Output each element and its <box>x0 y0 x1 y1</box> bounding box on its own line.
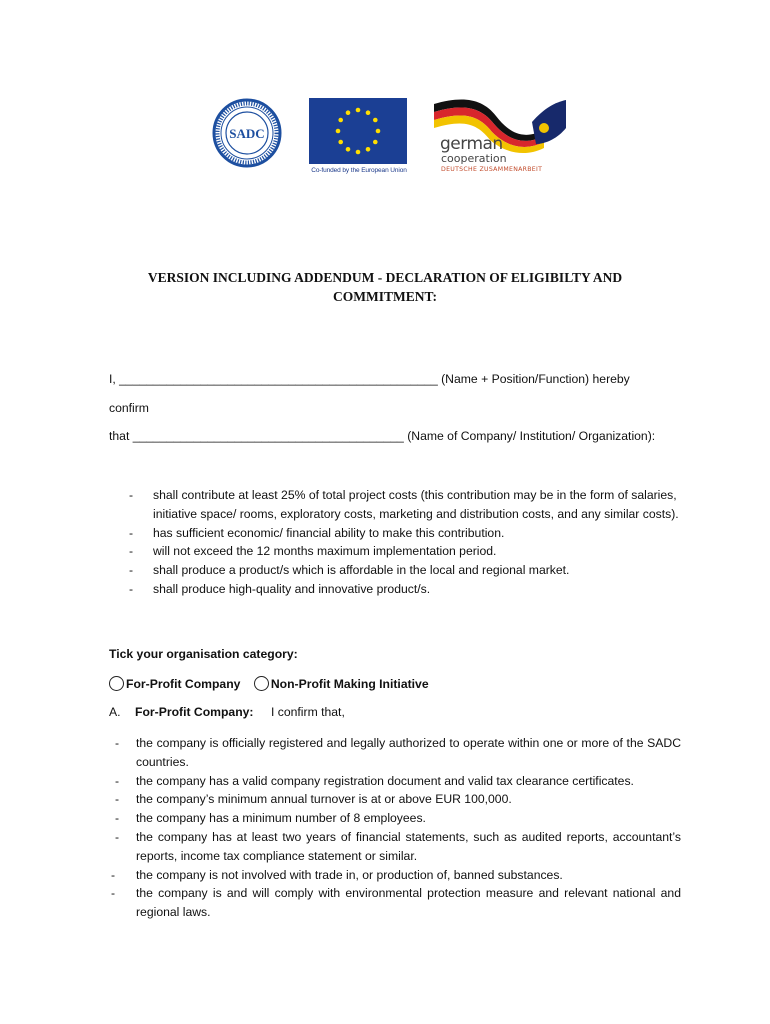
commitments-list <box>126 486 686 599</box>
list-item: - the company is and will comply with environmental protection measure and relevant national and regional laws. <box>111 886 681 920</box>
list-item: - shall contribute at least 25% of total project costs (this contribution may be in the form of salaries, initiative space/ rooms, exploratory costs, marketing and distribution costs, and any similar costs). <box>129 488 679 521</box>
list-item: - the company is officially registered and legally authorized to operate within one or more of the SADC countries. <box>115 736 681 769</box>
confirm-line: confirm <box>109 401 149 415</box>
list-item: - has sufficient economic/ financial ability to make this contribution. <box>129 525 505 540</box>
name-line: I, _______________________________________________ (Name + Position/Function) hereby <box>109 372 630 386</box>
list-item: - the company has at least two years of financial statements, such as audited reports, accountant’s reports, income tax compliance statement or similar. <box>115 829 681 863</box>
for-profit-label: For-Profit Company <box>126 677 241 691</box>
category-heading: Tick your organisation category: <box>109 647 298 661</box>
list-item: - the company has a minimum number of 8 employees. <box>115 811 426 826</box>
non-profit-radio[interactable] <box>254 676 269 691</box>
section-text: I confirm that, <box>271 705 345 719</box>
company-line: that ________________________________________ (Name of Company/ Institution/ Organization): <box>109 429 656 443</box>
sadc-logo <box>212 98 282 168</box>
section-letter: A. <box>109 705 121 719</box>
deutsche-zusammenarbeit-text: DEUTSCHE ZUSAMMENARBEIT <box>441 166 543 173</box>
eu-caption: Co-funded by the European Union <box>311 167 407 174</box>
list-item: - the company has a valid company registration document and valid tax clearance certificates. <box>115 773 634 788</box>
list-item: - the company’s minimum annual turnover is at or above EUR 100,000. <box>115 792 512 807</box>
for-profit-conditions-list <box>109 734 681 922</box>
section-label: For-Profit Company: <box>135 705 254 719</box>
section-a-header <box>109 705 345 719</box>
list-item: - will not exceed the 12 months maximum implementation period. <box>129 544 497 559</box>
non-profit-label: Non-Profit Making Initiative <box>270 677 429 691</box>
eu-flag-logo <box>309 98 407 164</box>
category-options <box>109 676 429 691</box>
german-text: german <box>440 134 503 154</box>
for-profit-radio[interactable] <box>109 676 124 691</box>
list-item: - shall produce high-quality and innovative product/s. <box>129 581 431 596</box>
list-item: - the company is not involved with trade in, or production of, banned substances. <box>111 867 563 882</box>
cooperation-text: cooperation <box>441 152 507 165</box>
svg-text:SADC: SADC <box>229 126 265 141</box>
list-item: - shall produce a product/s which is affordable in the local and regional market. <box>129 563 570 578</box>
page-title: VERSION INCLUDING ADDENDUM - DECLARATION OF ELIGIBILTY AND COMMITMENT: <box>147 270 623 304</box>
